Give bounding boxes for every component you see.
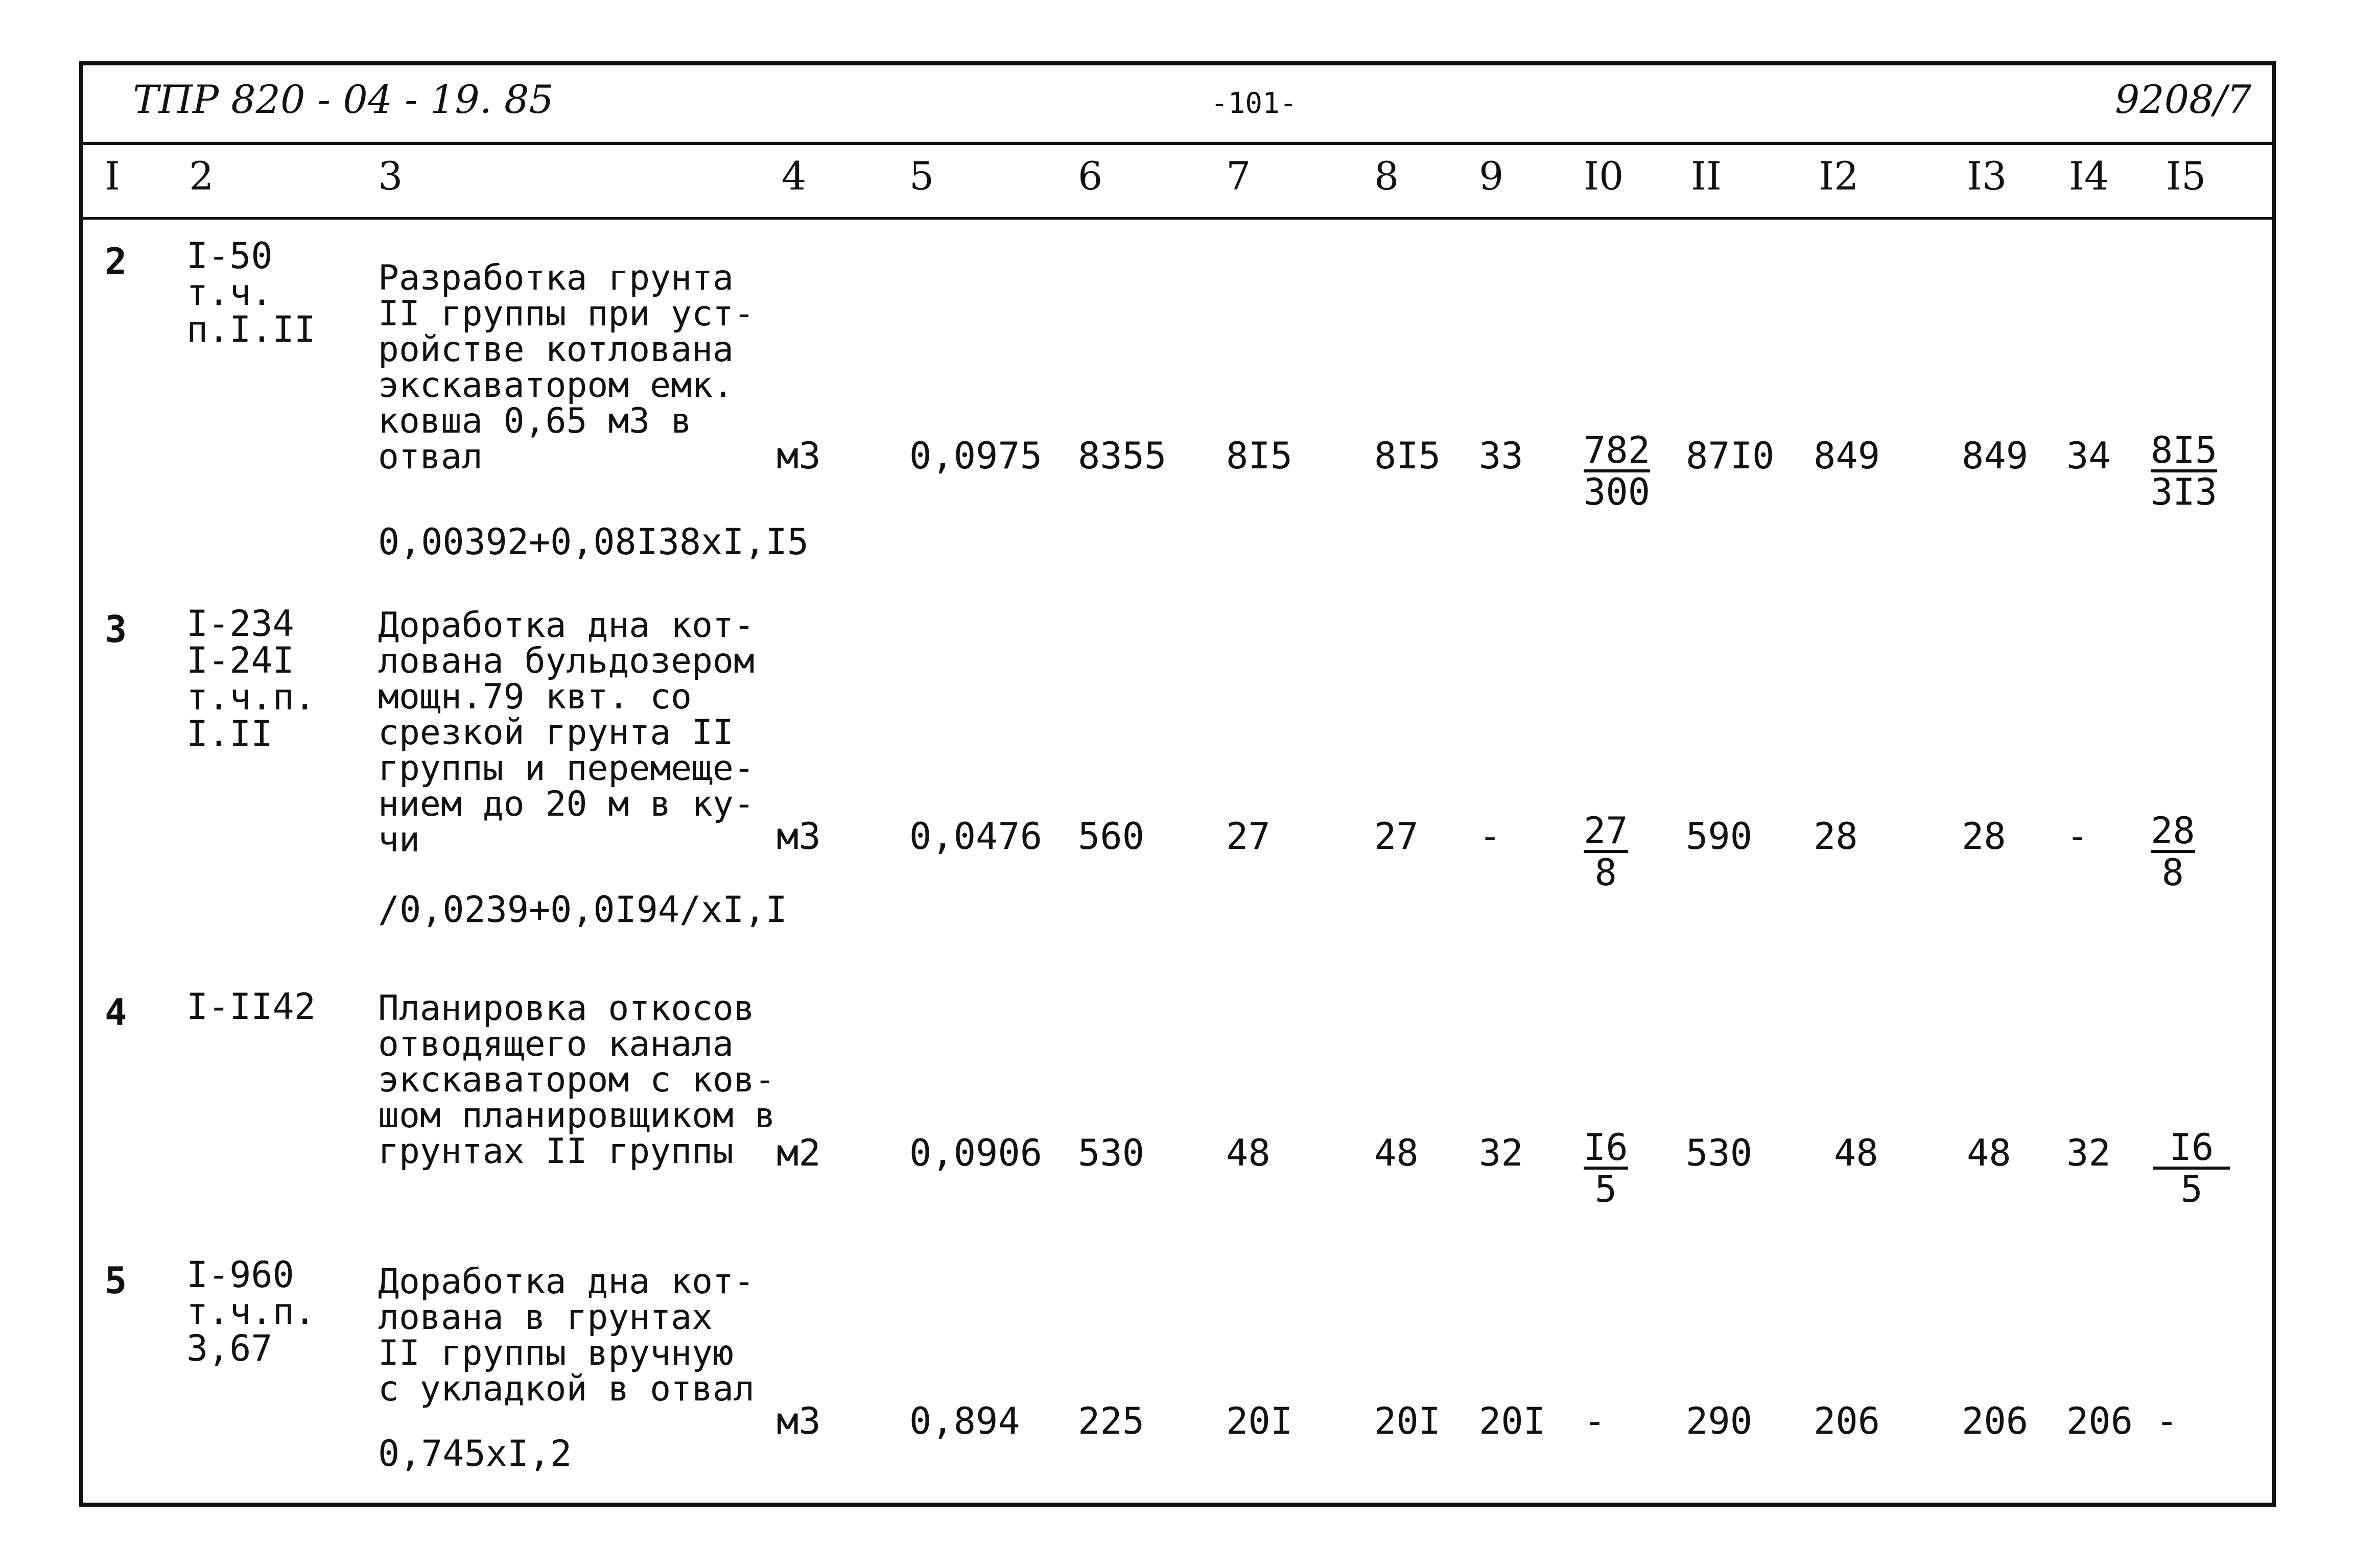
row-number: 4 [105, 991, 127, 1034]
work-description: Доработка дна кот- лована в грунтах II группы вручную с укладкой в отвал [378, 1262, 755, 1409]
col-8-value: 8I5 [1374, 434, 1441, 477]
unit: м2 [777, 1131, 821, 1174]
col-13-value: 28 [1962, 815, 2006, 858]
calc-formula: /0,0239+0,0I94/xI,I [378, 889, 787, 931]
document-code: ТПР 820 - 04 - 19. 85 [133, 77, 554, 122]
col-15-fraction: $\frac{28}{8}$ [2151, 809, 2195, 894]
unit: м3 [777, 815, 821, 858]
column-number-6: 6 [1078, 153, 1103, 199]
row-number: 2 [105, 240, 127, 283]
col-14-value: - [2066, 815, 2089, 858]
col-7-value: 48 [1226, 1131, 1270, 1174]
col-9-value: 20I [1479, 1399, 1546, 1442]
col-8-value: 20I [1374, 1399, 1441, 1442]
norm-code: I-50 т.ч. п.I.II [186, 235, 316, 350]
column-number-3: 3 [378, 153, 403, 199]
norm-code: I-234 I-24I т.ч.п. I.II [186, 603, 316, 755]
unit: м3 [777, 434, 821, 477]
calc-formula: 0,745xI,2 [378, 1433, 572, 1475]
col-11-value: 530 [1686, 1131, 1753, 1174]
sheet-code: 9208/7 [2115, 77, 2252, 122]
col-10-fraction: $\frac{I6}{5}$ [1584, 1126, 1628, 1210]
col-5-value: 0,894 [909, 1399, 1020, 1442]
column-number-8: 8 [1374, 153, 1399, 199]
column-number-14: I4 [2069, 153, 2109, 199]
row-number: 3 [105, 608, 127, 651]
page-number: -101- [1211, 87, 1297, 120]
work-description: Разработка грунта II группы при уст- ройстве котлована экскаватором емк. ковша 0,65 м3 в отвал [378, 258, 755, 477]
col-12-value: 28 [1814, 815, 1858, 858]
col-13-value: 48 [1967, 1131, 2011, 1174]
col-15-fraction: $\frac{I6}{5}$ [2153, 1129, 2230, 1207]
col-9-value: - [1479, 815, 1501, 858]
col-14-value: 32 [2066, 1131, 2111, 1174]
col-14-value: 206 [2066, 1399, 2133, 1442]
col-12-value: 48 [1834, 1131, 1878, 1174]
col-15-fraction: $\frac{8I5}{3I3}$ [2151, 429, 2218, 513]
col-11-value: 87I0 [1686, 434, 1775, 477]
col-6-value: 225 [1078, 1399, 1145, 1442]
column-number-1: I [105, 153, 121, 199]
col-14-value: 34 [2066, 434, 2111, 477]
col-15-value: - [2156, 1399, 2178, 1442]
work-description: Планировка откосов отводящего канала экскаватором с ков- шом планировщиком в грунтах II группы [378, 988, 775, 1172]
col-5-value: 0,0906 [909, 1131, 1043, 1174]
col-6-value: 530 [1078, 1131, 1145, 1174]
column-number-12: I2 [1819, 153, 1859, 199]
col-9-value: 33 [1479, 434, 1523, 477]
col-11-value: 590 [1686, 815, 1753, 858]
col-10-value: - [1584, 1399, 1606, 1442]
col-6-value: 8355 [1078, 434, 1167, 477]
column-number-5: 5 [909, 153, 934, 199]
col-8-value: 27 [1374, 815, 1419, 858]
calc-formula: 0,00392+0,08I38xI,I5 [378, 521, 809, 563]
row-number: 5 [105, 1259, 127, 1302]
col-12-value: 849 [1814, 434, 1880, 477]
col-7-value: 20I [1226, 1399, 1293, 1442]
col-10-fraction: $\frac{27}{8}$ [1584, 809, 1628, 894]
col-9-value: 32 [1479, 1131, 1523, 1174]
column-number-2: 2 [189, 153, 214, 199]
col-7-value: 27 [1226, 815, 1270, 858]
col-5-value: 0,0975 [909, 434, 1043, 477]
column-number-11: II [1691, 153, 1722, 199]
column-header-divider [79, 217, 2276, 220]
column-number-15: I5 [2166, 153, 2206, 199]
col-6-value: 560 [1078, 815, 1145, 858]
col-13-value: 849 [1962, 434, 2029, 477]
norm-code: I-II42 [186, 986, 316, 1028]
column-number-7: 7 [1226, 153, 1251, 199]
column-number-9: 9 [1479, 153, 1504, 199]
col-7-value: 8I5 [1226, 434, 1293, 477]
column-number-13: I3 [1967, 153, 2007, 199]
col-5-value: 0,0476 [909, 815, 1043, 858]
col-13-value: 206 [1962, 1399, 2029, 1442]
norm-code: I-960 т.ч.п. 3,67 [186, 1254, 316, 1369]
column-number-4: 4 [782, 153, 807, 199]
col-12-value: 206 [1814, 1399, 1880, 1442]
column-number-10: I0 [1584, 153, 1624, 199]
header-divider [79, 142, 2276, 145]
unit: м3 [777, 1399, 821, 1442]
work-description: Доработка дна кот- лована бульдозером мощн.79 квт. со срезкой грунта II группы и перемеще- нием до 20 м в ку- чи [378, 605, 755, 860]
col-10-fraction: $\frac{782}{300}$ [1584, 429, 1651, 513]
col-11-value: 290 [1686, 1399, 1753, 1442]
col-8-value: 48 [1374, 1131, 1419, 1174]
